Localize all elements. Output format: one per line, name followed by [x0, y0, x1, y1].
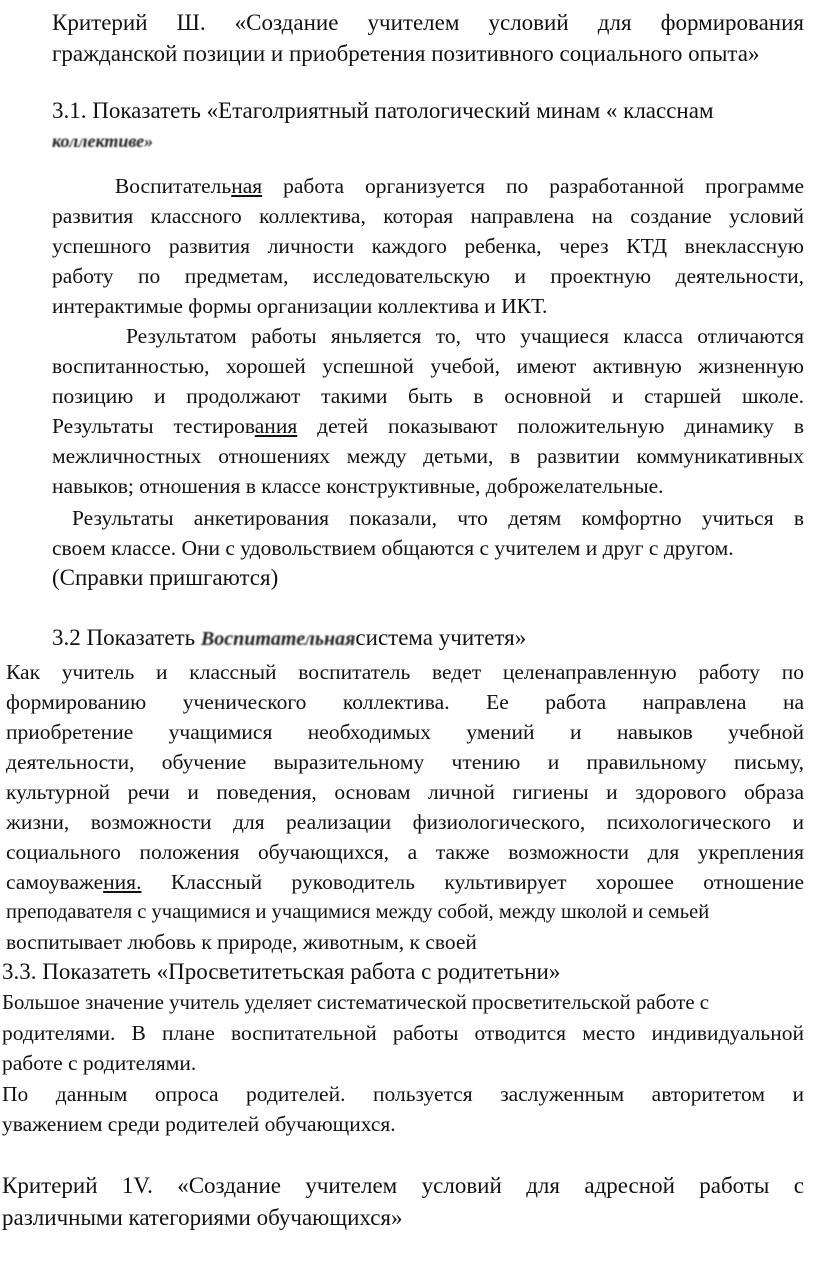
paragraph-line: межличностных отношениях между детьми, в развитии коммуникативных [52, 444, 804, 468]
paragraph-line: навыков; отношения в классе конструктивные, доброжелательные. [52, 474, 664, 498]
section-3-2-heading-blurred: Воспитательная [200, 628, 356, 650]
paragraph-line: своем классе. Они с удовольствием общаются с учителем и друг с другом. [52, 536, 734, 560]
section-3-1-heading-blurred: коллективе» [52, 131, 154, 151]
criterion-3-line-1: Критерий Ш. «Создание учителем условий для формирования [52, 10, 804, 35]
paragraph-line: формированию ученического коллектива. Ее работа направлена на [6, 690, 804, 714]
criterion-3-line-2: гражданской позиции и приобретения позитивного социального опыта» [52, 41, 760, 66]
paragraph-line: работе с родителями. [2, 1051, 197, 1075]
paragraph-line: социального положения обучающихся, а также возможности для укрепления [6, 840, 804, 864]
paragraph-line: По данным опроса родителей. пользуется заслуженным авторитетом и [2, 1082, 804, 1106]
references-note: (Справки пришгаются) [52, 565, 279, 590]
section-3-2-heading: 3.2 Показатеть Воспитательнаясистема учитетя» [52, 625, 527, 650]
paragraph-line: Результаты тестирования детей показывают положительную динамику в [52, 414, 804, 438]
paragraph-line: воспитывает любовь к природе, животным, к своей [6, 930, 477, 954]
paragraph-line: позицию и продолжают такими быть в основной и старшей школе. [52, 384, 804, 408]
paragraph-line: интерактимые формы организации коллектива и ИКТ. [52, 294, 548, 318]
paragraph-line: Результатом работы яньляется то, что учащиеся класса отличаются [126, 324, 804, 348]
paragraph-line: родителями. В плане воспитательной работы отводится место индивидуальной [2, 1021, 804, 1045]
paragraph-line: развития классного коллектива, которая направлена на создание условий [52, 204, 804, 228]
paragraph-line: деятельности, обучение выразительному чтению и правильному письму, [6, 750, 804, 774]
paragraph-line: культурной речи и поведения, основам личной гигиены и здорового образа [6, 780, 804, 804]
paragraph-line: Как учитель и классный воспитатель ведет целенаправленную работу по [6, 660, 804, 684]
paragraph-line: Большое значение учитель уделяет систематической просветительской работе с [2, 991, 710, 1014]
paragraph-line: работу по предметам, исследовательскую и проектную деятельности, [52, 264, 804, 288]
criterion-4-line-1: Критерий 1V. «Создание учителем условий для адресной работы с [2, 1173, 804, 1198]
section-3-3-heading: 3.3. Показатеть «Просветитетьская работа с родитетьни» [2, 959, 561, 984]
paragraph-line: уважением среди родителей обучающихся. [2, 1112, 396, 1136]
section-3-1-heading: 3.1. Показатеть «Етаголриятный патологический минам « класснам [52, 98, 714, 123]
paragraph-line: Воспитательная работа организуется по разработанной программе [52, 174, 804, 198]
paragraph-line: приобретение учащимися необходимых умений и навыков учебной [6, 720, 804, 744]
paragraph-line: воспитанностью, хорошей успешной учебой, имеют активную жизненную [52, 354, 804, 378]
paragraph-line: преподавателя с учащимися и учащимися между собой, между школой и семьей [6, 901, 710, 923]
criterion-4-line-2: различными категориями обучающихся» [2, 1205, 403, 1230]
paragraph-line: успешного развития личности каждого ребенка, через КТД внеклассную [52, 234, 804, 258]
paragraph-line: жизни, возможности для реализации физиологического, психологического и [6, 810, 804, 834]
paragraph-line: Результаты анкетирования показали, что детям комфортно учиться в [72, 506, 804, 530]
paragraph-line: самоуважения. Классный руководитель культивирует хорошее отношение [6, 870, 804, 894]
